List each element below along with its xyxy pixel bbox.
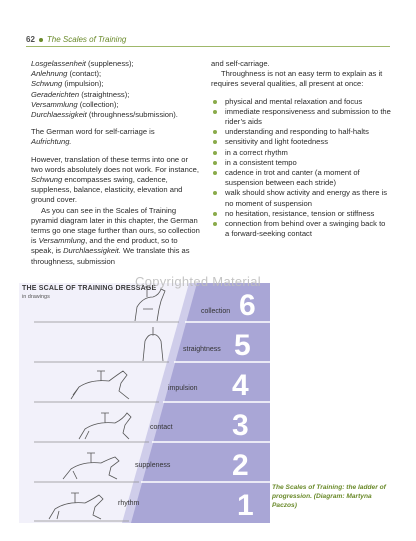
left-column xyxy=(31,59,201,267)
step-label-straightness: straightness xyxy=(183,346,221,353)
step-label-suppleness: suppleness xyxy=(135,462,171,469)
figure-caption: The Scales of Training: the ladder of progression. (Diagram: Martyna Paczos) xyxy=(272,484,386,509)
list-item: sensitivity and light footedness xyxy=(211,137,391,147)
quality-list xyxy=(211,97,391,240)
list-item: immediate responsiveness and submission to the rider’s aids xyxy=(211,107,391,127)
paragraph: However, translation of these terms into one or two words absolutely does not work. For instance, Schwung encompasses swing, cadence, suppleness, balance, elasticity, elevation and ground cover. xyxy=(31,154,199,205)
diagram-subtitle: in drawings xyxy=(22,294,50,300)
step-label-contact: contact xyxy=(150,424,173,431)
page-number: 62 xyxy=(26,35,35,44)
header-rule xyxy=(26,46,390,47)
watermark: Copyrighted Material xyxy=(135,274,261,289)
step-number: 2 xyxy=(232,449,249,482)
step-number: 1 xyxy=(237,489,254,522)
term-line: Schwung (impulsion); xyxy=(31,79,104,89)
page-header xyxy=(26,35,390,44)
paragraph: and self-carriage. xyxy=(211,59,270,68)
term-line: Versammlung (collection); xyxy=(31,99,119,109)
list-item: cadence in trot and canter (a moment of suspension between each stride) xyxy=(211,168,391,188)
step-label-rhythm: rhythm xyxy=(118,500,140,507)
paragraph: Throughness is not an easy term to explain as it requires several qualities, all present at once: xyxy=(211,69,383,89)
diagram-title: THE SCALE OF TRAINING DRESSAGE xyxy=(22,285,157,292)
list-item: no hesitation, resistance, tension or stiffness xyxy=(211,209,391,219)
right-column xyxy=(211,59,391,239)
step-number: 6 xyxy=(239,289,256,322)
step-label-collection: collection xyxy=(201,308,231,315)
scale-of-training-diagram xyxy=(19,283,270,523)
term-line: Geraderichten (straightness); xyxy=(31,89,130,99)
list-item: connection from behind over a swinging back to a forward-seeking contact xyxy=(211,219,391,239)
term-line: Durchlaessigkeit (throughness/submission). xyxy=(31,110,178,120)
list-item: physical and mental relaxation and focus xyxy=(211,97,391,107)
running-title: The Scales of Training xyxy=(46,35,127,44)
term-line: Anlehnung (contact); xyxy=(31,69,102,79)
list-item: understanding and responding to half-halts xyxy=(211,127,391,137)
step-number: 5 xyxy=(234,329,251,362)
list-item: in a correct rhythm xyxy=(211,148,391,158)
step-number: 3 xyxy=(232,409,249,442)
step-number: 4 xyxy=(232,369,249,402)
paragraph: The German word for self-carriage is Aufrichtung. xyxy=(31,127,155,147)
paragraph: As you can see in the Scales of Training pyramid diagram later in this chapter, the German terms go one stage further than ours, so collection is Versammlung, and the end product, so to speak, is Durchlaessigkeit. We translate this as throughness, submission xyxy=(31,205,200,266)
step-label-impulsion: impulsion xyxy=(168,385,198,392)
term-list xyxy=(31,59,201,120)
list-item: in a consistent tempo xyxy=(211,158,391,168)
bullet-dot-icon xyxy=(39,38,43,42)
list-item: walk should show activity and energy as there is no moment of suspension xyxy=(211,188,391,208)
term-line: Losgelassenheit (suppleness); xyxy=(31,59,134,68)
